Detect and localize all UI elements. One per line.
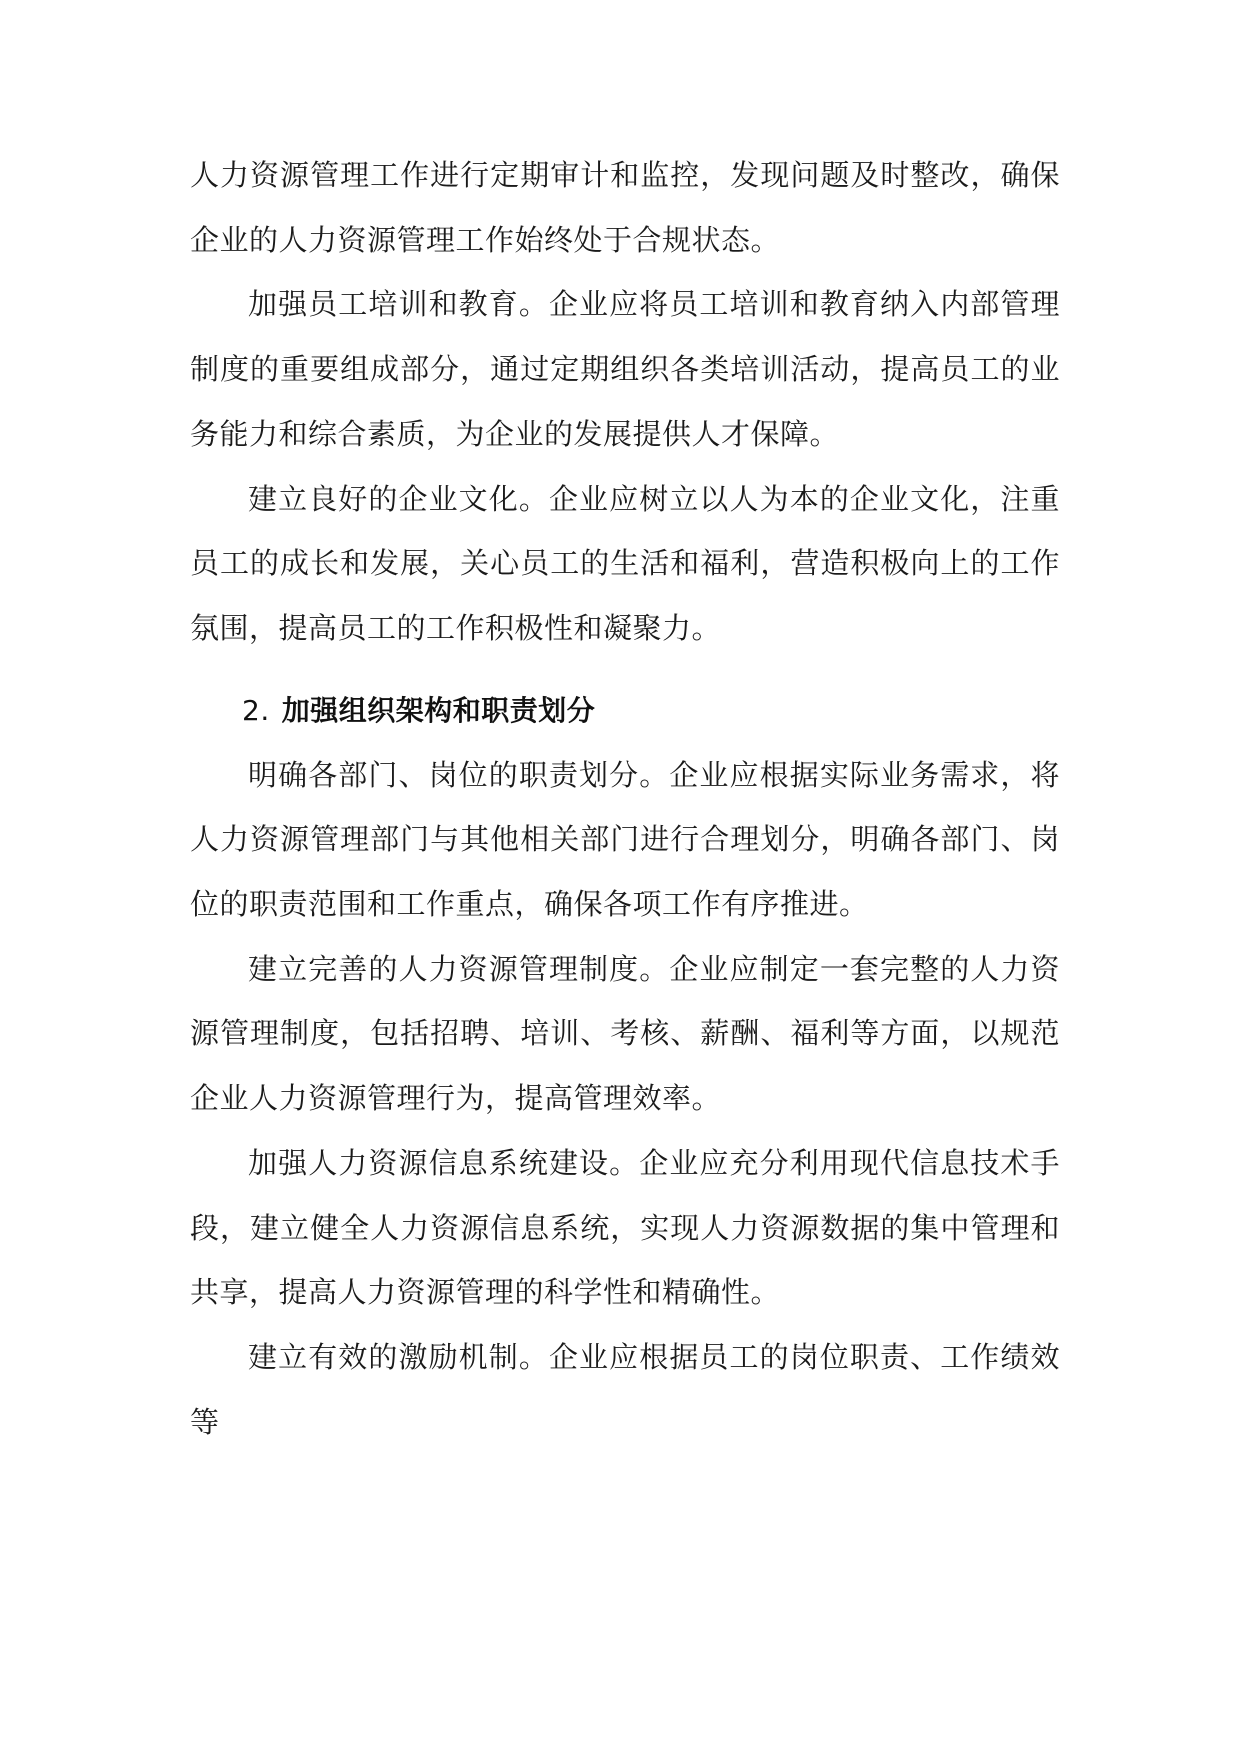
paragraph-incentive: 建立有效的激励机制。企业应根据员工的岗位职责、工作绩效等 — [190, 1339, 1060, 1439]
paragraph-continuation: 人力资源管理工作进行定期审计和监控，发现问题及时整改，确保企业的人力资源管理工作始终处于合规状态。 — [190, 158, 1060, 257]
paragraph-info-system: 加强人力资源信息系统建设。企业应充分利用现代信息技术手段，建立健全人力资源信息系统，实现人力资源数据的集中管理和共享，提高人力资源管理的科学性和精确性。 — [190, 1145, 1060, 1310]
paragraph-training: 加强员工培训和教育。企业应将员工培训和教育纳入内部管理制度的重要组成部分，通过定期组织各类培训活动，提高员工的业务能力和综合素质，为企业的发展提供人才保障。 — [190, 287, 1060, 451]
paragraph-culture: 建立良好的企业文化。企业应树立以人为本的企业文化，注重员工的成长和发展，关心员工的生活和福利，营造积极向上的工作氛围，提高员工的工作积极性和凝聚力。 — [190, 481, 1060, 645]
section-number: 2. — [242, 693, 270, 727]
document-body — [190, 143, 1060, 1454]
section-heading — [190, 679, 1060, 743]
paragraph-hr-system: 建立完善的人力资源管理制度。企业应制定一套完整的人力资源管理制度，包括招聘、培训、考核、薪酬、福利等方面，以规范企业人力资源管理行为，提高管理效率。 — [190, 951, 1060, 1116]
paragraph-responsibilities: 明确各部门、岗位的职责划分。企业应根据实际业务需求，将人力资源管理部门与其他相关部门进行合理划分，明确各部门、岗位的职责范围和工作重点，确保各项工作有序推进。 — [190, 757, 1060, 922]
section-title: 加强组织架构和职责划分 — [281, 693, 596, 727]
